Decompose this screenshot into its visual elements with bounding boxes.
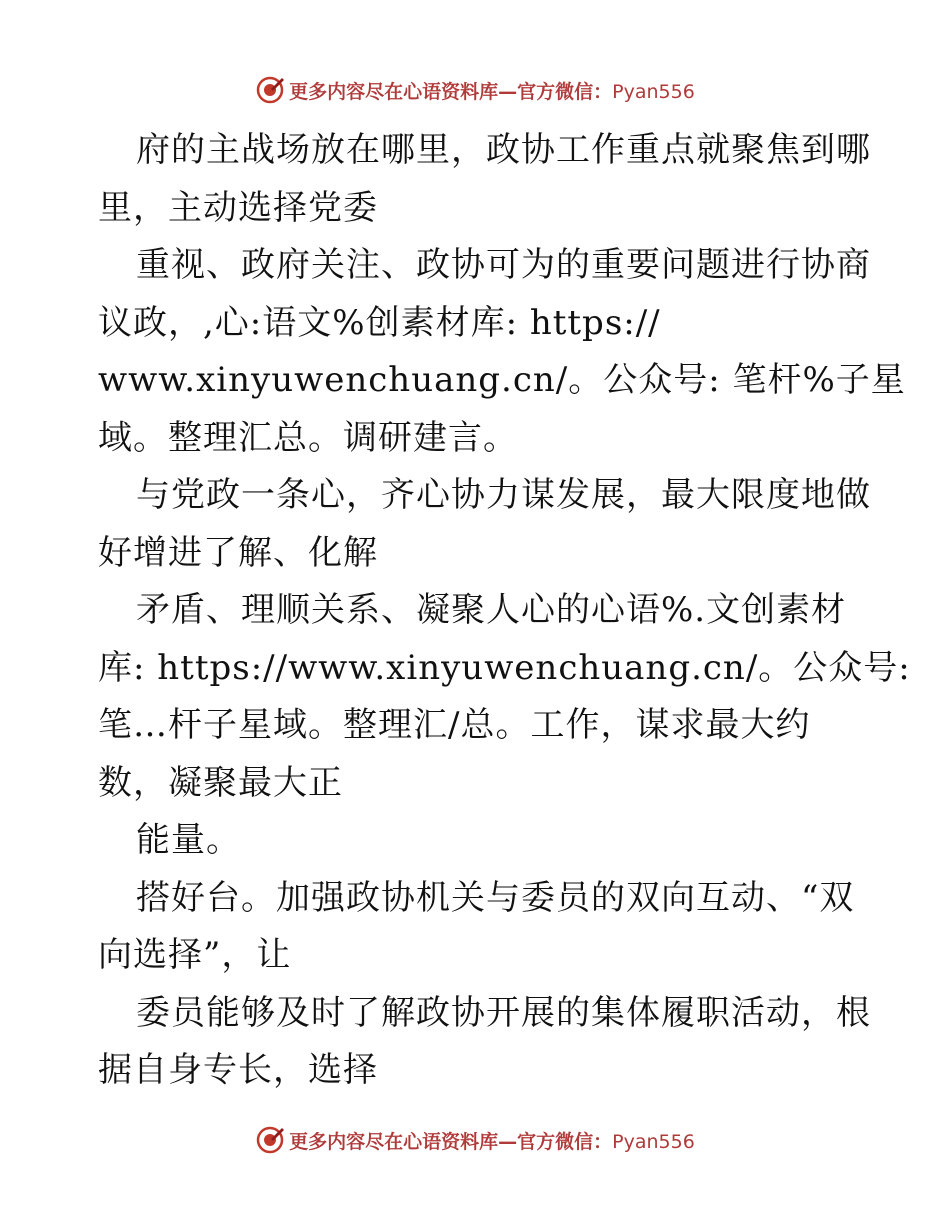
text-line: 能量。 [136, 820, 241, 860]
text-line: 向选择”，让 [98, 935, 292, 975]
text-line: 笔…杆子星域。整理汇/总。工作，谋求最大约 [98, 705, 811, 745]
text-line: 重视、政府关注、政协可为的重要问题进行协商 [136, 245, 871, 285]
text-line: 议政，,心:语文%创素材库: https:// [98, 302, 661, 343]
text-line: 域。整理汇总。调研建言。 [98, 417, 518, 458]
text-line: www.xinyuwenchuang.cn/。公众号: 笔杆%子星 [98, 360, 906, 400]
footer-banner-text: 更多内容尽在心语资料库—官方微信：Pyan556 [289, 1130, 695, 1153]
text-line: 好增进了解、化解 [98, 532, 378, 573]
header-banner-text: 更多内容尽在心语资料库—官方微信：Pyan556 [289, 80, 695, 103]
text-line: 据自身专长，选择 [98, 1050, 378, 1090]
document-body [98, 122, 911, 1100]
text-line: 搭好台。加强政协机关与委员的双向互动、“双 [136, 877, 855, 918]
pen-logo-icon [255, 75, 285, 105]
text-line: 里，主动选择党委 [98, 187, 378, 228]
text-line: 数，凝聚最大正 [98, 762, 343, 803]
text-line: 与党政一条心，齐心协力谋发展，最大限度地做 [136, 475, 871, 515]
text-line: 库: https://www.xinyuwenchuang.cn/。公众号: [98, 647, 911, 688]
text-line: 府的主战场放在哪里，政协工作重点就聚焦到哪 [136, 130, 871, 170]
pen-logo-icon [255, 1125, 285, 1155]
footer-banner [0, 1120, 950, 1160]
header-banner [0, 70, 950, 110]
text-line: 委员能够及时了解政协开展的集体履职活动，根 [136, 992, 871, 1033]
text-line: 矛盾、理顺关系、凝聚人心的心语%.文创素材 [136, 590, 847, 630]
